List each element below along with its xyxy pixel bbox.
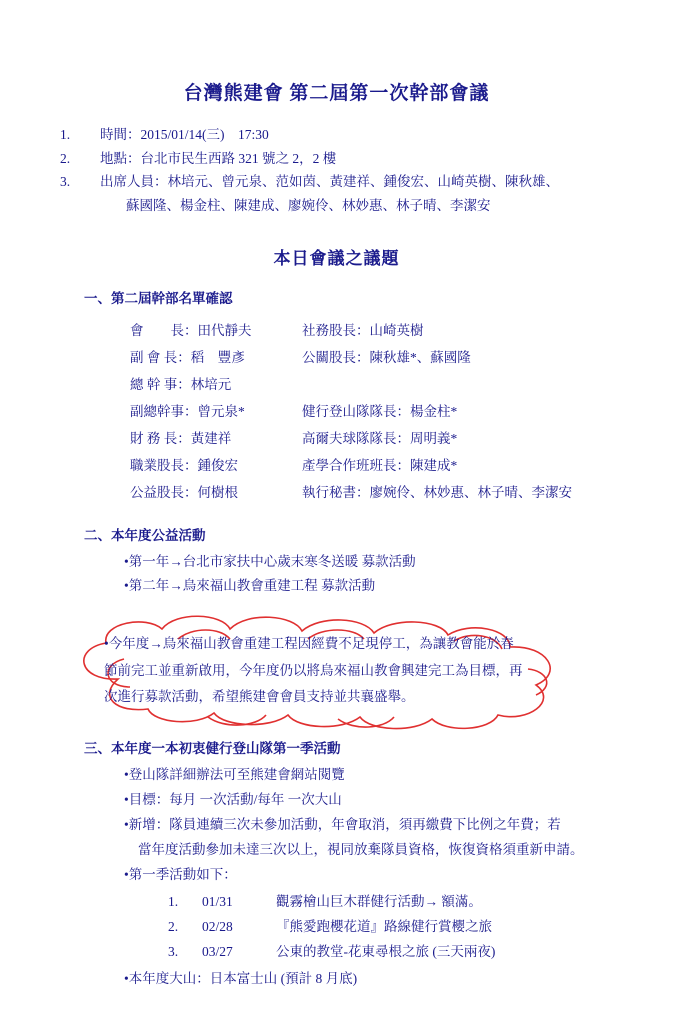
roster-row [130,398,673,425]
list-item [168,915,673,940]
meta-number: 1. [60,127,71,142]
cloud-annotation-text [104,631,574,710]
event-list [0,890,673,965]
section-2-heading: 二、本年度公益活動 [84,527,206,543]
list-item-first-season: •第一季活動如下： [124,867,237,883]
meta-text: 出席人員：林培元、曾元泉、范如茵、黃建祥、鍾俊宏、山崎英樹、陳秋雄、 [100,174,559,190]
list-item: •第二年→烏來福山教會重建工程 募款活動 [124,578,376,594]
roster-right: 執行秘書：廖婉伶、林妙惠、林子晴、李潔安 [302,484,572,500]
event-date: 02/28 [202,919,233,935]
list-item-continuation: 當年度活動參加未達三次以上，視同放棄隊員資格，恢復資格須重新申請。 [138,842,584,858]
document-page [0,78,673,1030]
roster-left: 財 務 長：黃建祥 [130,430,232,446]
meta-text-cont: 蘇國隆、楊金柱、陳建成、廖婉伶、林妙惠、林子晴、李潔安 [126,197,491,213]
event-number: 1. [168,894,179,910]
meta-item-place [0,147,673,171]
event-text: 『熊愛跑櫻花道』路線健行賞櫻之旅 [276,919,492,935]
roster-right: 公關股長：陳秋雄*、蘇國隆 [302,349,471,365]
meta-item-time [0,123,673,147]
roster-row [130,371,673,398]
roster-row [130,479,673,506]
cloud-line-2: 節前完工並重新啟用，今年度仍以將烏來福山教會興建完工為目標，再 [104,662,523,678]
section-2-bullets [0,550,673,600]
meta-text: 時間：2015/01/14(三) 17:30 [100,127,269,142]
roster-left: 會 長：田代靜夫 [130,322,252,338]
list-item [168,940,673,965]
meta-text: 地點：台北市民生西路 321 號之 2，2 樓 [100,150,337,166]
roster-row [130,425,673,452]
agenda-subtitle: 本日會議之議題 [273,248,400,268]
roster-right: 健行登山隊隊長：楊金柱* [302,403,458,419]
roster-row [130,344,673,371]
list-item: •第一年→台北市家扶中心歲末寒冬送暖 募款活動 [124,553,416,569]
event-date: 03/27 [202,944,233,960]
roster-left: 副 會 長：稻 豐彥 [130,349,245,365]
roster-right: 高爾夫球隊隊長：周明義* [302,430,458,446]
cloud-line-3: 次進行募款活動，希望熊建會會員支持並共襄盛舉。 [104,689,415,705]
roster-row [130,452,673,479]
meeting-meta-list [0,123,673,218]
meta-item-attendees [0,170,673,217]
section-3-bullets [0,763,673,888]
event-number: 2. [168,919,179,935]
section-3-heading: 三、本年度一本初衷健行登山隊第一季活動 [84,741,341,757]
cloud-line-1: •今年度→烏來福山教會重建工程因經費不足現停工，為讓教會能於春 [104,636,514,652]
roster-left: 總 幹 事：林培元 [130,376,232,392]
list-item: •登山隊詳細辦法可至熊建會網站閱覽 [124,767,345,783]
officer-roster [0,317,673,506]
meta-number: 2. [60,150,71,166]
list-item [168,890,673,915]
list-item: •目標：每月 一次活動/每年 一次大山 [124,792,342,808]
roster-right: 產學合作班班長：陳建成* [302,457,458,473]
event-number: 3. [168,944,179,960]
section-3-last-bullet: •本年度大山：日本富士山 (預計 8 月底) [124,971,358,987]
roster-left: 公益股長：何樹根 [130,484,238,500]
event-date: 01/31 [202,894,233,910]
meta-number: 3. [60,174,71,190]
roster-right: 社務股長：山崎英樹 [302,322,424,338]
event-text: 觀霧檜山巨木群健行活動→ 額滿。 [276,894,482,910]
roster-left: 職業股長：鍾俊宏 [130,457,238,473]
page-title: 台灣熊建會 第二屆第一次幹部會議 [183,83,490,104]
cloud-annotation [0,613,673,733]
roster-row [130,317,673,344]
list-item: •新增：隊員連續三次未參加活動，年會取消，須再繳費下比例之年費；若 [124,817,561,833]
section-1-heading: 一、第二屆幹部名單確認 [84,290,233,306]
roster-left: 副總幹事：曾元泉* [130,403,245,419]
event-text: 公東的教堂-花東尋根之旅 (三天兩夜) [276,944,496,960]
